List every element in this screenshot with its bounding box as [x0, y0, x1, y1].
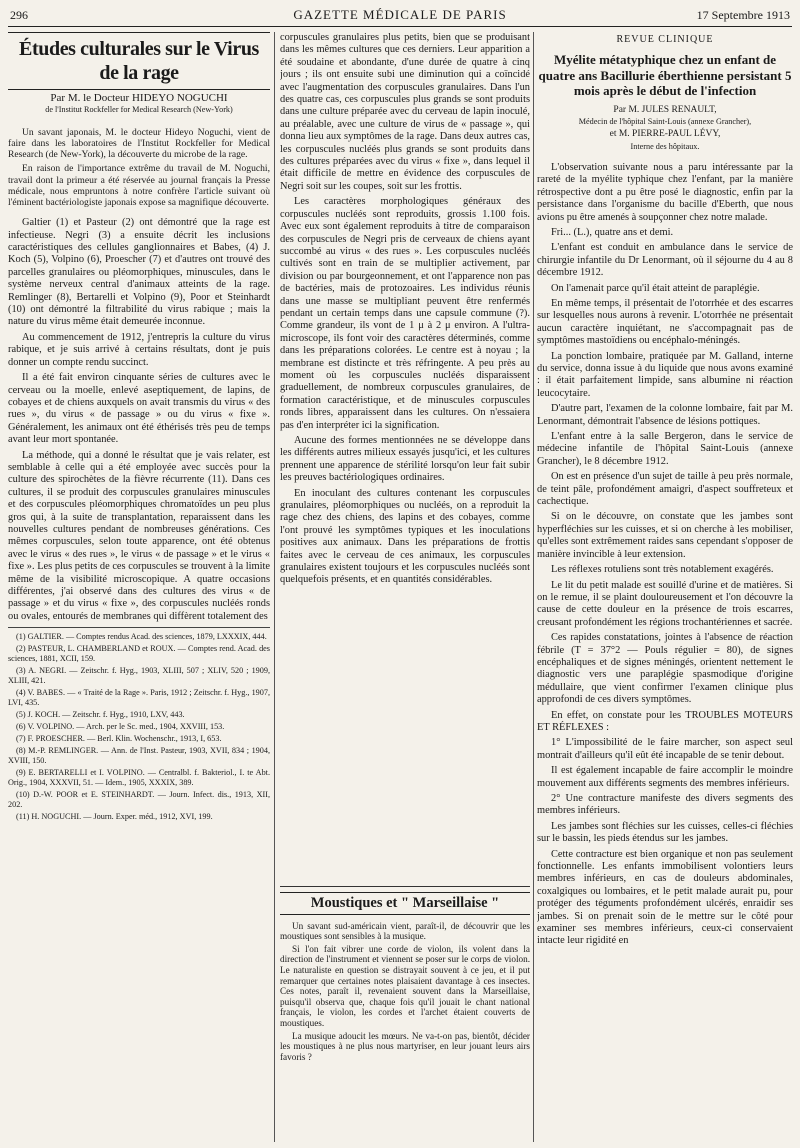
body-paragraph: Aucune des formes mentionnées ne se développe dans les différents autres milieux essayés jusqu'ici, et les cultures prennent une apparence de stérilité lorsqu'on leur fait subir les preuves bactériologiques ordinaires. [280, 435, 530, 484]
clinical-paragraph: Les jambes sont fléchies sur les cuisses, celles-ci fléchies sur le bassin, les pieds étendus sur les jambes. [537, 820, 793, 845]
article-affiliation: de l'Institut Rockfeller for Medical Research (New-York) [45, 105, 233, 115]
article-title: Études culturales sur le Virus de la rage [19, 38, 259, 84]
clinical-paragraph: En même temps, il présentait de l'otorrhée et des escarres sur lesquelles nous aurons à revenir. L'otorrhée ne présentait aucun caractère inquiétant, ne s'accompagnait pas de symptômes mastoïdiens ou encéphalo-méningés. [537, 297, 793, 347]
clinical-paragraph: L'enfant entre à la salle Bergeron, dans le service de médecine infantile de l'hôpital Saint-Louis (annexe Grancher), le 8 décembre 1912. [537, 431, 793, 467]
moustiques-title: Moustiques et " Marseillaise " [280, 892, 530, 915]
issue-date: 17 Septembre 1913 [696, 8, 790, 22]
column-1 [8, 32, 270, 1144]
clinical-paragraph: L'observation suivante nous a paru intéressante par la rareté de la myélite typhique chez l'enfant, par la manière rétrospective dont a pu être posé le diagnostic, enfin par la persistance dans l'organisme du bacille d'Eberth, que nous avions pu être amenés à soupçonner chez notre malade. [537, 161, 793, 223]
footnote: (4) V. BABES. — « Traité de la Rage ». Paris, 1912 ; Zeitschr. f. Hyg., 1907, LVI, 435. [8, 688, 270, 708]
footnote: (3) A. NEGRI. — Zeitschr. f. Hyg., 1903, XLIII, 507 ; XLIV, 520 ; 1909, XLIII, 421. [8, 666, 270, 686]
clinical-paragraph: L'enfant est conduit en ambulance dans le service de chirurgie infantile du Dr Lenormant, où il séjourne du 4 au 8 décembre 1912. [537, 242, 793, 279]
intro-paragraph: Un savant japonais, M. le docteur Hideyo Noguchi, vient de faire dans les laboratoires de l'Institut Rockfeller for Medical Research (de New-York), la découverte du microbe de la rage. [8, 126, 270, 161]
footnote: (9) E. BERTARELLI et I. VOLPINO. — Centralbl. f. Bakteriol., I. te Abt. Orig., 1904, XXXVII, 51. — Idem., 1905, XXXIX, 389. [8, 768, 270, 788]
footnote: (7) F. PROESCHER. — Berl. Klin. Wochenschr., 1913, I, 653. [16, 734, 222, 744]
clinical-paragraph: 1° L'impossibilité de le faire marcher, son aspect seul montrait d'ailleurs qu'il eût été incapable de se tenir debout. [537, 737, 793, 761]
clinical-paragraph: Le lit du petit malade est souillé d'urine et de matières. Si on le remue, il se plaint douloureusement et l'on découvre la cause de cette douleur en la présence de trois escarres, creusant profondément les régions trochantériennes et sacrée. [537, 579, 793, 628]
footnote: (8) M.-P. REMLINGER. — Ann. de l'Inst. Pasteur, 1903, XVII, 834 ; 1904, XVIII, 150. [8, 746, 270, 766]
author-2: et M. PIERRE-PAUL LÉVY, [609, 129, 721, 140]
clinical-paragraph: Il est également incapable de faire accomplir le moindre mouvement aux différents segments des membres inférieurs. [537, 765, 793, 789]
clinical-paragraph: On est en présence d'un sujet de taille à peu près normale, de teint pâle, profondément amaigri, d'aspect souffreteux et cachectique. [537, 471, 793, 508]
moustiques-paragraph: Si l'on fait vibrer une corde de violon, ils volent dans la direction de l'instrument et viennent se poser sur le corps de violon. Le naturaliste en question se distrayait souvent à ce jeu, et il put remarquer que certaines notes plaisaient davantage à ces insectes. Ces notes, paraît il, revenaient souvent dans la Marseillaise, puisqu'il observa que, chaque fois qu'il jouait le chant national français, le violon, les cordes et l'archet étaient couverts de moustiques. [280, 943, 530, 1028]
clinical-paragraph: 2° Une contracture manifeste des divers segments des membres inférieurs. [537, 793, 793, 817]
body-paragraph: En inoculant des cultures contenant les corpuscules granulaires, pléomorphiques ou nucléés, on a reproduit la rage chez des chiens, des lapins et des cobayes, comme l'ont prouvé les symptômes typiques et les inoculations positives aux animaux. Dans les préparations de frottis faites avec le cerveau de ces animaux, les corpuscules granulaires existent toujours et les corpuscules nucléés sont quelquefois présents, et en quantités considérables. [280, 487, 530, 586]
page-number: 296 [10, 8, 28, 22]
clinical-paragraph: Les réflexes rotuliens sont très notablement exagérés. [551, 564, 774, 576]
column-rule-right [533, 32, 534, 1142]
clinical-article-title: Myélite métatyphique chez un enfant de quatre ans Bacillurie éberthienne persistant 5 mois après le début de l'infection [538, 52, 792, 99]
footnote: (11) H. NOGUCHI. — Journ. Exper. méd., 1912, XVI, 199. [16, 812, 213, 822]
clinical-paragraph: En effet, on constate pour les TROUBLES MOTEURS ET RÉFLEXES : [537, 709, 793, 733]
clinical-paragraph: Si on le découvre, on constate que les jambes sont hyperfléchies sur les cuisses, et si on cherche à les mobiliser, qu'elles sont extrêmement raides sans cependant s'opposer de manière invincible à leur extension. [537, 511, 793, 560]
body-paragraph: Galtier (1) et Pasteur (2) ont démontré que la rage est infectieuse. Negri (3) a ensuite décrit les inclusions caractéristiques des cellules ganglionnaires et Babes, (4) J. Koch (5), Volpino (6), Proescher (7) et d'autres ont trouvé des parcelles granulaires ou pléomorphiques, minuscules, dans le système nerveux central d'animaux atteints de la rage. Remlinger (8), Bertarelli et Volpino (9), Poor et Steinhardt (10) ont démontré la filtrabilité du virus rabique ; mais la nature du virus même était demeurée inconnue. [8, 217, 270, 328]
page-header [8, 4, 792, 27]
footnote: (6) V. VOLPINO. — Arch. per le Sc. med., 1904, XXVIII, 153. [16, 722, 225, 732]
moustiques-article [280, 892, 530, 1140]
intro-paragraph: En raison de l'importance extrême du travail de M. Noguchi, travail dont la primeur a été réservée au journal français la Presse médicale, nous empruntons à notre confrère l'article suivant où l'éminent bactériologiste japonais expose sa magnifique découverte. [8, 163, 270, 209]
section-heading: REVUE CLINIQUE [616, 34, 714, 45]
journal-title: GAZETTE MÉDICALE DE PARIS [293, 7, 507, 22]
body-paragraph: Au commencement de 1912, j'entrepris la culture du virus rabique, et je suis arrivé à certains résultats, dont je puis donner un compte rendu succinct. [8, 331, 270, 368]
clinical-paragraph: D'autre part, l'examen de la colonne lombaire, fait par M. Lenormant, démontrait l'absence de lésions pottiques. [537, 403, 793, 427]
author-1-affiliation: Médecin de l'hôpital Saint-Louis (annexe Grancher), [578, 117, 752, 127]
clinical-paragraph: La ponction lombaire, pratiquée par M. Galland, interne du service, donna issue à du liquide que nous avons examiné : il était parfaitement limpide, sans albumine ni réaction leucocytaire. [537, 350, 793, 399]
moustiques-paragraph: La musique adoucit les mœurs. Ne va-t-on pas, bientôt, décider les moustiques à ne plus nous martyriser, en leur jouant leurs airs favoris ? [280, 1030, 530, 1062]
author-1: Par M. JULES RENAULT, [613, 104, 717, 115]
footnote: (1) GALTIER. — Comptes rendus Acad. des sciences, 1879, LXXXIX, 444. [16, 632, 267, 642]
author-2-affiliation: Interne des hôpitaux. [630, 141, 700, 151]
clinical-paragraph: Fri... (L.), quatre ans et demi. [551, 226, 674, 238]
clinical-paragraph: On l'amenait parce qu'il était atteint de paraplégie. [551, 282, 760, 294]
article-separator [280, 886, 530, 887]
clinical-paragraph: Ces rapides constatations, jointes à l'absence de réaction fébrile (T = 37°2 — Pouls régulier = 80), de signes encéphaliques et de signes méningés, orientent nettement le diagnostic vers une paraplégie spasmodique d'origine médullaire, que vient confirmer l'examen clinique plus approfondi de ces divers symptômes. [537, 632, 793, 706]
clinical-paragraph: Cette contracture est bien organique et non pas seulement fonctionnelle. Les enfants immobilisent volontiers leurs membres inférieurs, en cas de douleurs abdominales, coxalgiques ou lombaires, et le petit malade aurait pu, pour protéger des téguments profondément ulcérés, enraidir ses jambes. Si on prenait soin de le mettre sur le côté pour examiner ses membres inférieurs, ceux-ci conservaient intacte leur rigidité en [537, 848, 793, 947]
body-paragraph: Les caractères morphologiques généraux des corpuscules nucléés sont reproduits, grossis 1.100 fois. Avec eux sont également reproduits à titre de comparaison des corpuscules de Negri pris de cerveaux de chiens ayant succombé au virus « des rues ». Les corpuscules nucléés cultivés sont en train de se multiplier activement, par division ou par bourgeonnement, et ont l'apparence non pas de bactéries, mais de protozoaires. Les individus réunis dans une masse se multipliant peuvent être renfermés pendant un certain temps dans une capsule commune (?). Comme grandeur, ils vont de 1 μ à 2 μ environ. A l'ultra-microscope, ils font voir des caractères déterminés, comme dans les préparations colorées. Le centre est à noyau ; la membrane est distincte et très réfringente. A peu près au moment où les corpuscules nucléés disparaissent graduellement, de nombreux corpuscules granulaires, de formation caractéristique, et de minuscules corpuscules ronds libres, apparaissent dans les cultures. On n'essaiera pas d'en interpréter ici la signification. [280, 196, 530, 431]
footnote: (5) J. KOCH. — Zeitschr. f. Hyg., 1910, LXV, 443. [16, 710, 185, 720]
column-3 [537, 32, 793, 1144]
body-paragraph: Il a été fait environ cinquante séries de cultures avec le cerveau ou la moelle, enlevé aseptiquement, de lapins, de cobayes et de chiens auxquels on avait transmis du virus « des rues », du virus « de passage » ou du virus « fixe ». Généralement, les animaux ont été éthérisés très peu de temps avant leur mort spontanée. [8, 372, 270, 446]
article-author: Par M. le Docteur HIDEYO NOGUCHI [50, 92, 228, 104]
body-paragraph: La méthode, qui a donné le résultat que je vais relater, est semblable à celle qui a été employée avec succès pour la culture des spirochètes de la fièvre récurrente (11). Dans ces cultures, il se produit des corpuscules granulaires minuscules et des corpuscules pléomorphiques chromatoïdes un peu plus gros qui, à la suite de transplantation, reparaissent dans les nouvelles cultures pendant de nombreuses générations. Ces mêmes corpuscules, selon toute apparence, ont été obtenus avec le virus « des rues », le virus « de passage » et le virus « fixe ». Les plus petits de ces corpuscules se trouvent à la limite même de la visibilité microscopique. A quatre occasions différentes, j'ai observé dans des cultures des virus « de passage » et du virus « fixe », des corpuscules nucléés ronds ou ovales, entourés de membranes qui diffèrent totalement des [8, 449, 270, 622]
footnote: (10) D.-W. POOR et E. STEINHARDT. — Journ. Infect. dis., 1913, XII, 202. [8, 790, 270, 810]
column-2 [280, 32, 530, 892]
moustiques-paragraph: Un savant sud-américain vient, paraît-il, de découvrir que les moustiques sont sensibles à la musique. [280, 920, 530, 942]
footnote: (2) PASTEUR, L. CHAMBERLAND et ROUX. — Comptes rend. Acad. des sciences, 1881, XCII, 159. [8, 644, 270, 664]
footnotes [8, 627, 270, 822]
body-paragraph: corpuscules granulaires plus petits, bien que se produisant dans les mêmes cultures que ces derniers. Leur apparition a été soudaine et abondante, d'une durée de quatre à cinq jours ; ils ont ensuite subi une diminution qui a coïncidé avec l'augmentation des corpuscules granulaires. Dans l'un des quatre cas, ces corpuscules plus grands se sont produits dans une culture préparée avec du cerveau de lapin inoculé, au préalable, avec une culture de virus de « passage », qui donna lieu aux symptômes de la rage. Dans deux autres cas, les corpuscules nucléés plus grands se sont produits dans des cultures préparées avec du virus « fixe », dans lequel il était difficile de mettre en évidence des corpuscules de Negri soit sur les coupes, soit sur les frottis. [280, 32, 530, 192]
column-rule-left [274, 32, 275, 1142]
article-title-box [8, 32, 270, 90]
